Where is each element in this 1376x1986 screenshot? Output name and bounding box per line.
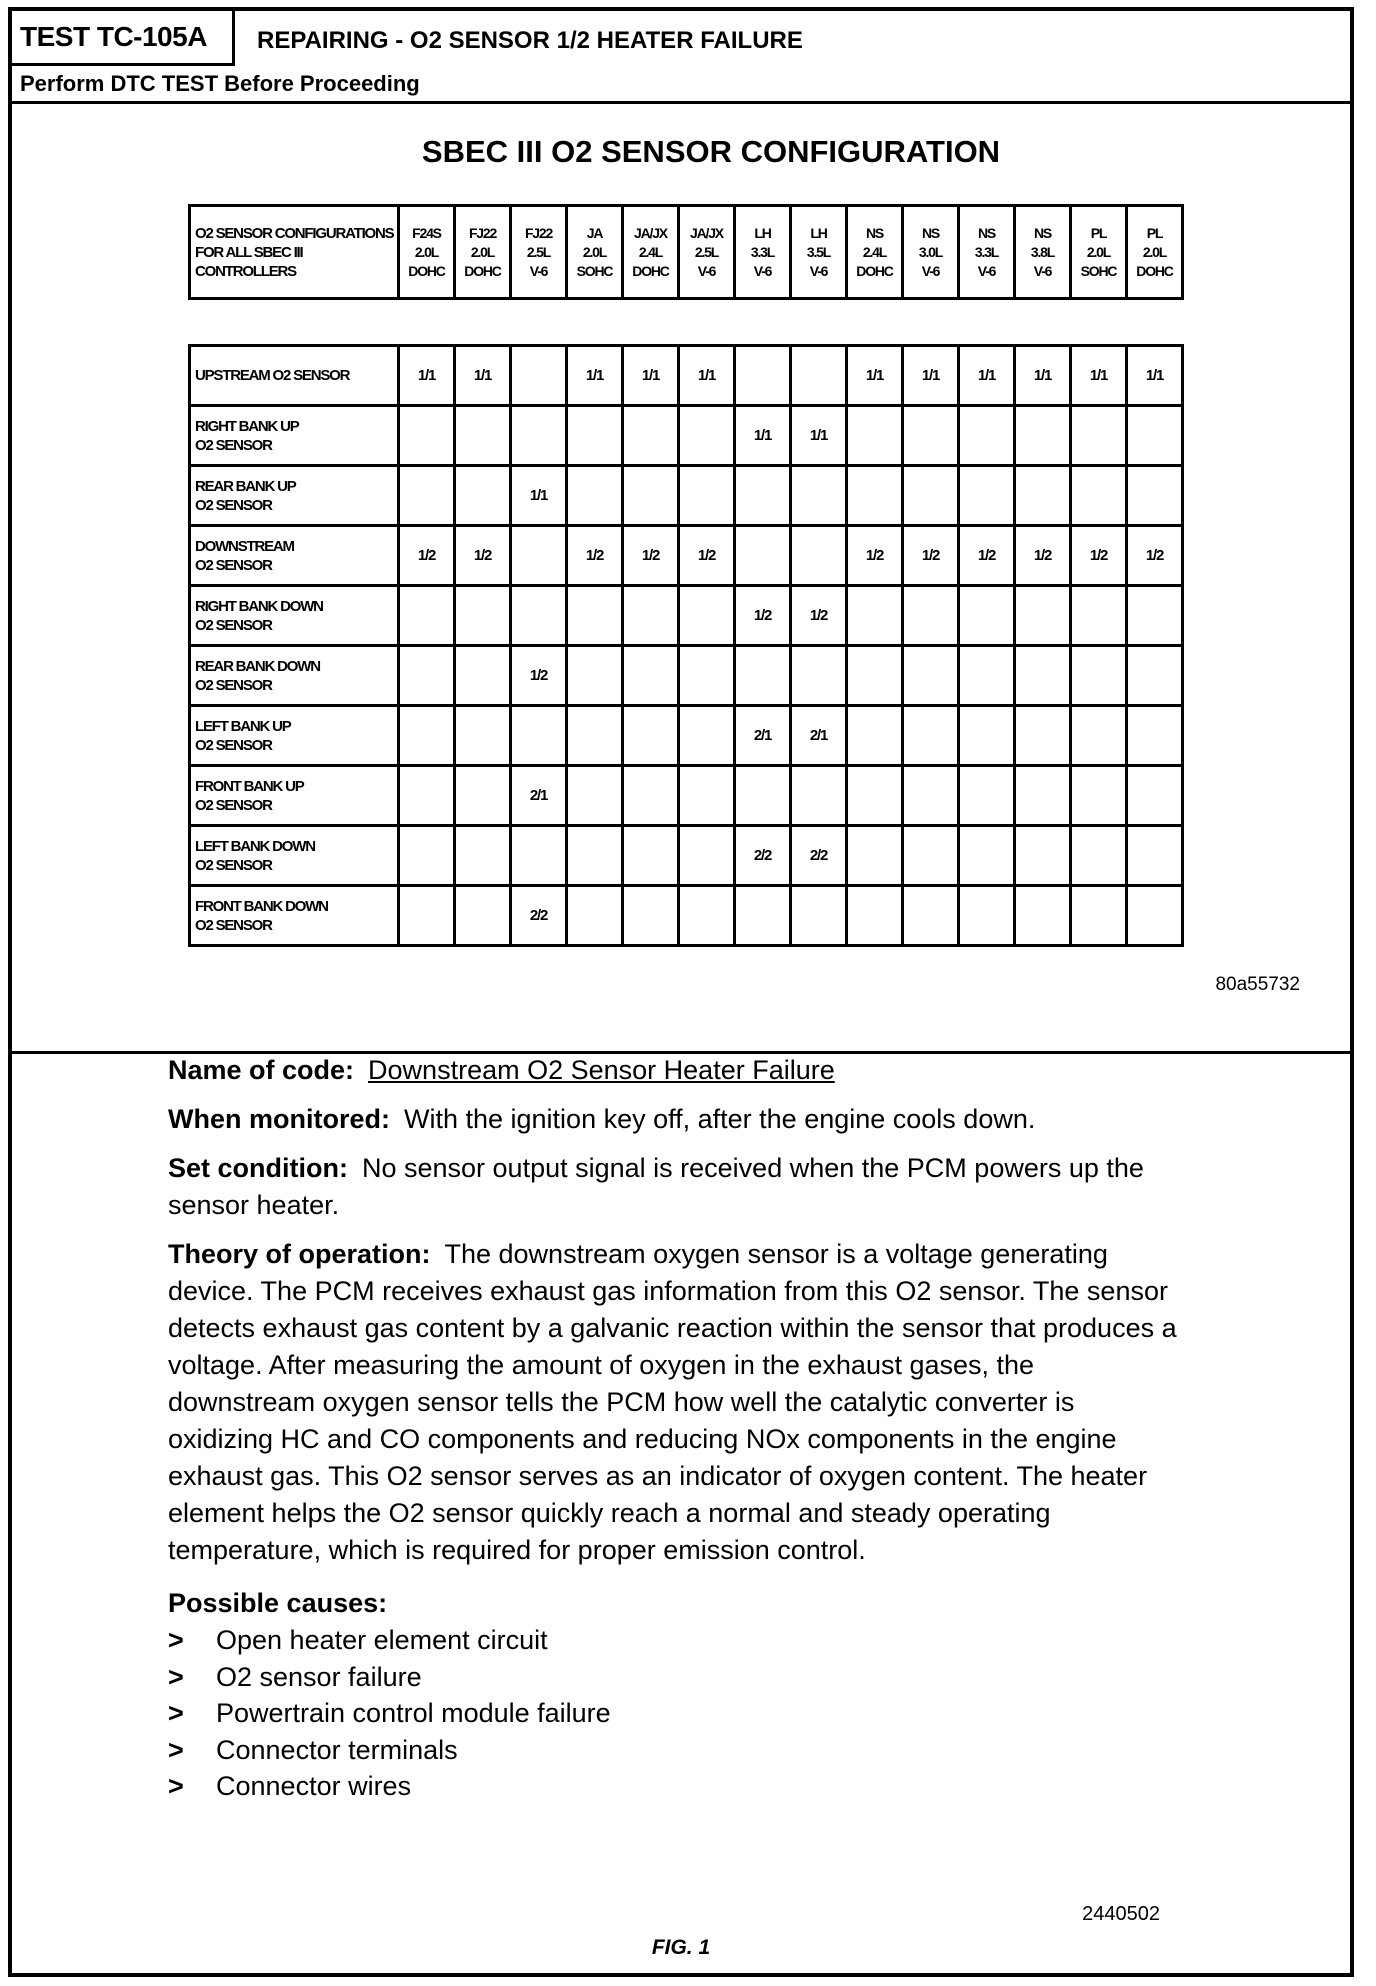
row-label-line1: LEFT BANK UP xyxy=(195,717,291,735)
col-displacement: 2.0L xyxy=(1142,243,1167,260)
sensor-cell: 1/2 xyxy=(735,586,791,646)
chevron-right-icon: > xyxy=(168,1625,184,1655)
sensor-cell xyxy=(679,706,735,766)
sensor-cell: 2/1 xyxy=(511,766,567,826)
diagram-figure-id: 80a55732 xyxy=(1215,974,1300,995)
sensor-cell: 1/2 xyxy=(959,526,1015,586)
sensor-cell xyxy=(1127,766,1183,826)
sensor-cell xyxy=(511,586,567,646)
sensor-cell: 1/1 xyxy=(1127,346,1183,406)
sensor-cell xyxy=(735,886,791,946)
row-label-line1: LEFT BANK DOWN xyxy=(195,837,315,855)
sensor-cell: 1/1 xyxy=(399,346,455,406)
sensor-cell xyxy=(847,466,903,526)
test-title: REPAIRING - O2 SENSOR 1/2 HEATER FAILURE xyxy=(257,27,803,54)
sensor-cell xyxy=(959,406,1015,466)
sensor-cell: 2/2 xyxy=(735,826,791,886)
sensor-cell: 1/1 xyxy=(959,346,1015,406)
row-label-line2: O2 SENSOR xyxy=(195,616,272,634)
sensor-cell xyxy=(623,706,679,766)
sensor-cell: 1/2 xyxy=(567,526,623,586)
row-label-line2: O2 SENSOR xyxy=(195,796,272,814)
sensor-cell xyxy=(511,346,567,406)
chevron-right-icon: > xyxy=(168,1734,184,1765)
theory-label: Theory of operation: xyxy=(168,1239,431,1269)
sensor-cell: 1/2 xyxy=(511,646,567,706)
sensor-cell xyxy=(959,646,1015,706)
name-of-code xyxy=(168,1052,1178,1089)
sensor-cell xyxy=(1015,406,1071,466)
name-of-code-value: Downstream O2 Sensor Heater Failure xyxy=(368,1055,835,1085)
sensor-cell xyxy=(455,466,511,526)
sensor-cell xyxy=(791,346,847,406)
sensor-cell xyxy=(735,526,791,586)
row-label-line1: FRONT BANK UP xyxy=(195,777,304,795)
possible-causes-list xyxy=(168,1622,1178,1805)
sensor-cell xyxy=(679,406,735,466)
sensor-cell: 1/2 xyxy=(1015,526,1071,586)
column-header xyxy=(903,206,959,299)
diagram-title: SBEC III O2 SENSOR CONFIGURATION xyxy=(421,134,1001,169)
column-header xyxy=(847,206,903,299)
possible-causes-heading: Possible causes: xyxy=(168,1588,388,1618)
sensor-cell xyxy=(847,766,903,826)
sensor-cell xyxy=(1015,646,1071,706)
col-displacement: 2.5L xyxy=(694,243,719,260)
figure-caption: FIG. 1 xyxy=(651,1936,711,1959)
sensor-cell xyxy=(399,706,455,766)
sensor-cell xyxy=(735,646,791,706)
column-header xyxy=(1127,206,1183,299)
sensor-cell xyxy=(679,766,735,826)
list-item xyxy=(168,1659,1178,1696)
col-model: LH xyxy=(810,224,827,241)
chevron-right-icon: > xyxy=(168,1771,184,1801)
row-label xyxy=(190,586,399,646)
sensor-cell xyxy=(679,826,735,886)
sensor-cell xyxy=(455,586,511,646)
row-label-line1: DOWNSTREAM xyxy=(195,537,294,555)
col-displacement: 3.0L xyxy=(918,243,943,260)
table-row xyxy=(190,766,1183,826)
row-label xyxy=(190,406,399,466)
column-header xyxy=(1071,206,1127,299)
config-header-table xyxy=(188,204,1184,300)
row-label xyxy=(190,346,399,406)
sensor-cell xyxy=(847,826,903,886)
row-label-line1: RIGHT BANK DOWN xyxy=(195,597,323,615)
col-displacement: 3.3L xyxy=(974,243,999,260)
figure-id: 2440502 xyxy=(1082,1903,1160,1925)
col-displacement: 2.0L xyxy=(470,243,495,260)
col-engine: V-6 xyxy=(921,262,940,279)
sensor-cell xyxy=(399,886,455,946)
col-model: NS xyxy=(1033,224,1052,241)
sensor-cell: 1/1 xyxy=(455,346,511,406)
row-label-line2: O2 SENSOR xyxy=(195,676,272,694)
sensor-cell xyxy=(623,886,679,946)
col-engine: V-6 xyxy=(1033,262,1052,279)
col-model: FJ22 xyxy=(524,224,553,241)
sensor-cell xyxy=(623,826,679,886)
sensor-cell xyxy=(903,706,959,766)
list-item xyxy=(168,1768,1178,1805)
sensor-cell: 2/1 xyxy=(735,706,791,766)
col-model: NS xyxy=(865,224,884,241)
col-engine: DOHC xyxy=(408,262,445,279)
column-header xyxy=(735,206,791,299)
col-displacement: 3.8L xyxy=(1030,243,1055,260)
list-item xyxy=(168,1622,1178,1659)
col-displacement: 2.4L xyxy=(862,243,887,260)
sensor-cell xyxy=(1071,586,1127,646)
corner-label: O2 SENSOR CONFIGURATIONS FOR ALL SBEC III CONTROLLERS xyxy=(190,206,399,299)
sensor-cell xyxy=(735,346,791,406)
sensor-cell xyxy=(1071,406,1127,466)
col-engine: DOHC xyxy=(632,262,669,279)
column-header xyxy=(1015,206,1071,299)
col-displacement: 3.5L xyxy=(806,243,831,260)
cause-text: O2 sensor failure xyxy=(216,1661,422,1692)
sensor-cell xyxy=(847,406,903,466)
instruction-banner: Perform DTC TEST Before Proceeding xyxy=(12,66,1350,104)
sensor-cell xyxy=(791,466,847,526)
col-model: NS xyxy=(921,224,940,241)
sensor-cell xyxy=(791,886,847,946)
sensor-cell xyxy=(959,886,1015,946)
sensor-configuration-diagram xyxy=(12,104,1350,1054)
header-row xyxy=(12,11,1350,66)
sensor-cell xyxy=(1015,826,1071,886)
sensor-cell xyxy=(399,766,455,826)
theory-of-operation xyxy=(168,1236,1178,1569)
sensor-cell xyxy=(1071,706,1127,766)
column-header xyxy=(455,206,511,299)
sensor-cell xyxy=(679,586,735,646)
sensor-cell xyxy=(903,586,959,646)
table-row xyxy=(190,886,1183,946)
sensor-cell xyxy=(1127,406,1183,466)
row-label-line1: REAR BANK UP xyxy=(195,477,296,495)
sensor-cell xyxy=(903,826,959,886)
sensor-cell: 1/2 xyxy=(679,526,735,586)
sensor-cell xyxy=(399,586,455,646)
sensor-cell xyxy=(959,766,1015,826)
sensor-cell xyxy=(847,586,903,646)
row-label-line1: FRONT BANK DOWN xyxy=(195,897,328,915)
sensor-cell xyxy=(903,646,959,706)
col-engine: V-6 xyxy=(697,262,716,279)
sensor-cell xyxy=(1015,886,1071,946)
sensor-cell: 1/2 xyxy=(1071,526,1127,586)
set-condition-label: Set condition: xyxy=(168,1153,348,1183)
table-row xyxy=(190,826,1183,886)
sensor-cell xyxy=(1071,466,1127,526)
column-header xyxy=(679,206,735,299)
sensor-cell: 1/2 xyxy=(847,526,903,586)
sensor-cell xyxy=(847,886,903,946)
row-label xyxy=(190,766,399,826)
sensor-cell xyxy=(455,826,511,886)
sensor-cell xyxy=(399,466,455,526)
row-label-line2: O2 SENSOR xyxy=(195,856,272,874)
sensor-cell xyxy=(455,886,511,946)
column-header xyxy=(399,206,455,299)
col-engine: DOHC xyxy=(464,262,501,279)
sensor-cell xyxy=(1127,706,1183,766)
sensor-cell xyxy=(399,646,455,706)
column-header xyxy=(511,206,567,299)
sensor-cell xyxy=(1015,706,1071,766)
col-engine: V-6 xyxy=(529,262,548,279)
sensor-cell xyxy=(959,466,1015,526)
sensor-cell xyxy=(567,646,623,706)
row-label-line2: O2 SENSOR xyxy=(195,916,272,934)
when-monitored xyxy=(168,1101,1178,1138)
column-header xyxy=(567,206,623,299)
set-condition-value: No sensor output signal is received when the PCM powers up the sensor heater. xyxy=(168,1153,1144,1220)
sensor-cell: 1/1 xyxy=(567,346,623,406)
col-model: LH xyxy=(754,224,771,241)
sensor-cell xyxy=(791,766,847,826)
sensor-cell xyxy=(903,766,959,826)
sensor-cell xyxy=(791,526,847,586)
sensor-cell: 2/2 xyxy=(511,886,567,946)
column-header xyxy=(791,206,847,299)
row-label-line2: O2 SENSOR xyxy=(195,496,272,514)
sensor-cell xyxy=(1127,646,1183,706)
table-row xyxy=(190,646,1183,706)
table-row xyxy=(190,466,1183,526)
sensor-cell xyxy=(1015,466,1071,526)
sensor-cell xyxy=(1071,886,1127,946)
table-row xyxy=(190,526,1183,586)
cause-text: Open heater element circuit xyxy=(216,1625,548,1655)
sensor-cell xyxy=(399,406,455,466)
sensor-cell: 2/2 xyxy=(791,826,847,886)
sensor-cell xyxy=(455,766,511,826)
sensor-cell xyxy=(903,406,959,466)
sensor-cell xyxy=(847,706,903,766)
sensor-cell: 1/2 xyxy=(1127,526,1183,586)
col-displacement: 2.0L xyxy=(414,243,439,260)
sensor-cell xyxy=(903,886,959,946)
sensor-cell xyxy=(567,886,623,946)
sensor-cell xyxy=(511,406,567,466)
sensor-cell: 1/2 xyxy=(455,526,511,586)
sensor-cell: 1/1 xyxy=(511,466,567,526)
row-label-line1: UPSTREAM O2 SENSOR xyxy=(195,367,350,384)
sensor-cell xyxy=(959,586,1015,646)
col-engine: SOHC xyxy=(576,262,613,279)
sensor-cell: 1/2 xyxy=(903,526,959,586)
row-label xyxy=(190,886,399,946)
sensor-cell: 1/1 xyxy=(791,406,847,466)
sensor-cell xyxy=(511,706,567,766)
col-engine: SOHC xyxy=(1080,262,1117,279)
col-engine: V-6 xyxy=(753,262,772,279)
col-engine: V-6 xyxy=(977,262,996,279)
config-body xyxy=(190,346,1183,946)
cause-text: Connector wires xyxy=(216,1771,412,1801)
sensor-cell: 1/1 xyxy=(1071,346,1127,406)
sensor-cell xyxy=(399,826,455,886)
name-of-code-label: Name of code: xyxy=(168,1055,355,1085)
col-displacement: 2.0L xyxy=(582,243,607,260)
sensor-cell xyxy=(903,466,959,526)
sensor-cell xyxy=(455,646,511,706)
col-model: NS xyxy=(977,224,996,241)
sensor-cell: 2/1 xyxy=(791,706,847,766)
set-condition xyxy=(168,1150,1178,1224)
col-model: PL xyxy=(1090,224,1107,241)
sensor-cell: 1/1 xyxy=(623,346,679,406)
sensor-cell xyxy=(623,646,679,706)
sensor-cell xyxy=(511,526,567,586)
row-label-line2: O2 SENSOR xyxy=(195,556,272,574)
sensor-cell: 1/1 xyxy=(735,406,791,466)
sensor-cell xyxy=(567,466,623,526)
sensor-cell xyxy=(567,826,623,886)
col-model: F24S xyxy=(412,224,441,241)
config-body-table xyxy=(188,344,1184,947)
table-row xyxy=(190,586,1183,646)
col-engine: DOHC xyxy=(856,262,893,279)
row-label-line1: REAR BANK DOWN xyxy=(195,657,320,675)
sensor-cell xyxy=(623,766,679,826)
sensor-cell xyxy=(1071,646,1127,706)
row-label-line2: O2 SENSOR xyxy=(195,736,272,754)
sensor-cell xyxy=(623,466,679,526)
when-monitored-label: When monitored: xyxy=(168,1104,390,1134)
sensor-cell xyxy=(1015,586,1071,646)
when-monitored-value: With the ignition key off, after the engine cools down. xyxy=(403,1104,1036,1134)
sensor-cell xyxy=(567,766,623,826)
sensor-cell: 1/1 xyxy=(903,346,959,406)
sensor-cell xyxy=(567,406,623,466)
sensor-cell xyxy=(1127,886,1183,946)
chevron-right-icon: > xyxy=(168,1698,184,1728)
col-engine: V-6 xyxy=(809,262,828,279)
table-row xyxy=(190,346,1183,406)
sensor-cell xyxy=(567,586,623,646)
sensor-cell xyxy=(511,826,567,886)
sensor-cell xyxy=(959,826,1015,886)
row-label xyxy=(190,526,399,586)
row-label xyxy=(190,466,399,526)
config-header-row xyxy=(190,206,1183,299)
col-model: JA/JX xyxy=(690,224,723,241)
sensor-cell xyxy=(1071,766,1127,826)
row-label-line2: O2 SENSOR xyxy=(195,436,272,454)
row-label xyxy=(190,646,399,706)
col-displacement: 2.4L xyxy=(638,243,663,260)
sensor-cell xyxy=(959,706,1015,766)
sensor-cell xyxy=(1015,766,1071,826)
col-model: JA/JX xyxy=(634,224,667,241)
row-label-line1: RIGHT BANK UP xyxy=(195,417,299,435)
sensor-cell xyxy=(679,646,735,706)
list-item xyxy=(168,1695,1178,1732)
sensor-cell xyxy=(567,706,623,766)
col-model: JA xyxy=(586,224,603,241)
col-engine: DOHC xyxy=(1136,262,1173,279)
sensor-cell xyxy=(1071,826,1127,886)
col-displacement: 2.0L xyxy=(1086,243,1111,260)
sensor-cell xyxy=(1127,586,1183,646)
row-label xyxy=(190,826,399,886)
sensor-cell: 1/2 xyxy=(399,526,455,586)
sensor-cell: 1/2 xyxy=(623,526,679,586)
sensor-cell: 1/1 xyxy=(847,346,903,406)
theory-value: The downstream oxygen sensor is a voltage generating device. The PCM receives exhaust gas information from this O2 sensor. The sensor detects exhaust gas content by a galvanic reaction within the sensor that produces a voltage. After measuring the amount of oxygen in the exhaust gases, the downstream oxygen sensor tells the PCM how well the catalytic converter is oxidizing HC and CO components and reducing NOx components in the engine exhaust gas. This O2 sensor serves as an indicator of oxygen content. The heater element helps the O2 sensor quickly reach a normal and steady operating temperature, which is required for proper emission control. xyxy=(168,1239,1177,1565)
column-header xyxy=(959,206,1015,299)
chevron-right-icon: > xyxy=(168,1661,184,1692)
column-header xyxy=(623,206,679,299)
sensor-cell xyxy=(735,466,791,526)
sensor-cell xyxy=(1127,466,1183,526)
col-displacement: 2.5L xyxy=(526,243,551,260)
cause-text: Connector terminals xyxy=(216,1734,458,1765)
sensor-cell xyxy=(455,406,511,466)
sensor-cell xyxy=(735,766,791,826)
sensor-cell xyxy=(791,646,847,706)
sensor-cell xyxy=(623,406,679,466)
list-item xyxy=(168,1732,1178,1769)
row-label xyxy=(190,706,399,766)
sensor-cell xyxy=(847,646,903,706)
test-id: TEST TC-105A xyxy=(12,11,235,66)
sensor-cell xyxy=(679,886,735,946)
col-displacement: 3.3L xyxy=(750,243,775,260)
cause-text: Powertrain control module failure xyxy=(216,1698,611,1728)
table-row xyxy=(190,706,1183,766)
code-details xyxy=(168,1052,1178,1805)
sensor-cell: 1/2 xyxy=(791,586,847,646)
sensor-cell xyxy=(1127,826,1183,886)
sensor-cell xyxy=(455,706,511,766)
table-row xyxy=(190,406,1183,466)
col-model: FJ22 xyxy=(468,224,497,241)
sensor-cell: 1/1 xyxy=(679,346,735,406)
sensor-cell xyxy=(679,466,735,526)
col-model: PL xyxy=(1146,224,1163,241)
sensor-cell: 1/1 xyxy=(1015,346,1071,406)
sensor-cell xyxy=(623,586,679,646)
